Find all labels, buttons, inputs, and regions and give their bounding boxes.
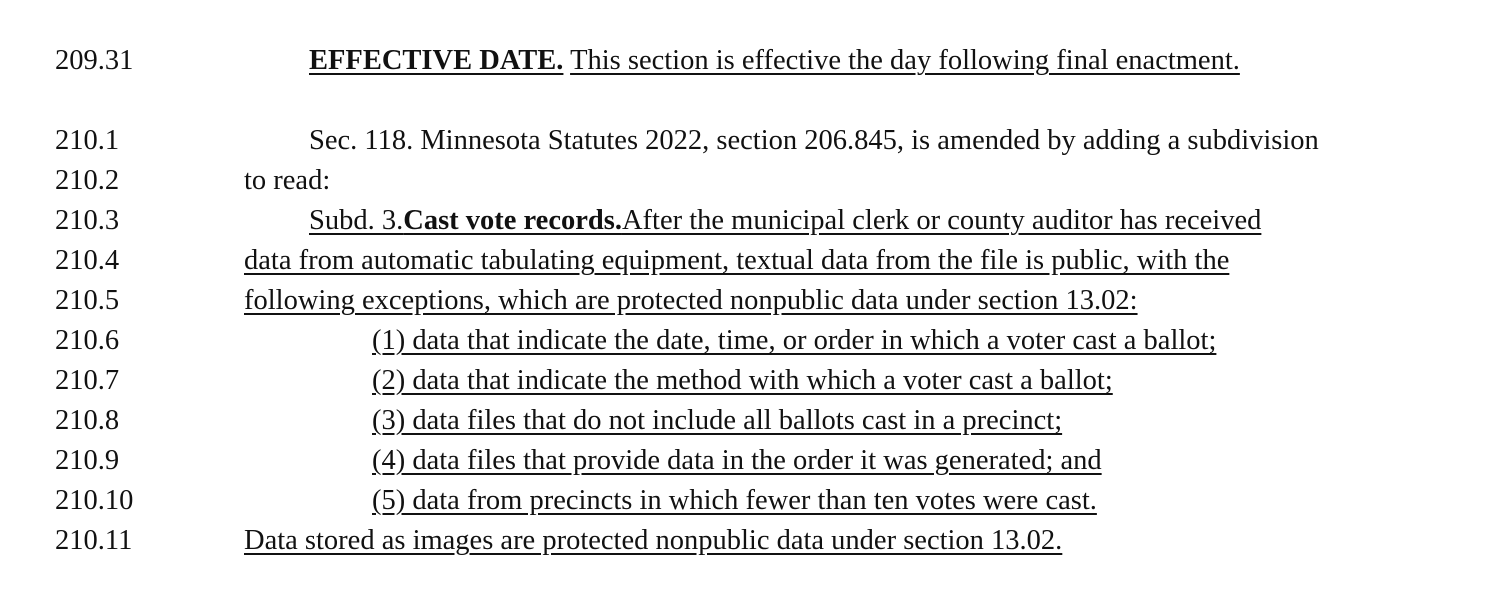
bill-line [0, 321, 1512, 361]
line-text [309, 201, 1261, 241]
line-number: 210.8 [55, 405, 120, 436]
bill-line [0, 241, 1512, 281]
line-number: 210.3 [55, 205, 120, 236]
line-number: 210.5 [55, 285, 120, 316]
bill-line [0, 401, 1512, 441]
bill-line [0, 521, 1512, 561]
section-heading: EFFECTIVE DATE. [309, 45, 564, 76]
list-clause: (3) data files that do not include all ballots cast in a precinct; [372, 405, 1063, 436]
line-number: 210.9 [55, 445, 120, 476]
line-number: 210.11 [55, 525, 133, 556]
list-clause: (2) data that indicate the method with which a voter cast a ballot; [372, 365, 1113, 396]
line-text: to read: [244, 165, 331, 196]
bill-line [0, 441, 1512, 481]
line-text: Sec. 118. Minnesota Statutes 2022, section 206.845, is amended by adding a subdivision [309, 125, 1319, 156]
line-text: following exceptions, which are protected nonpublic data under section 13.02: [244, 285, 1138, 316]
line-text: data from automatic tabulating equipment, textual data from the file is public, with the [244, 245, 1230, 276]
bill-line [0, 361, 1512, 401]
line-number: 210.2 [55, 165, 120, 196]
line-number: 209.31 [55, 45, 134, 76]
inserted-text: After the municipal clerk or county auditor has received [621, 205, 1262, 236]
line-number: 210.7 [55, 365, 120, 396]
bill-line [0, 201, 1512, 241]
bill-line [0, 481, 1512, 521]
subdivision-number: Subd. 3. [309, 205, 404, 236]
line-number: 210.6 [55, 325, 120, 356]
bill-line [0, 41, 1512, 81]
list-clause: (4) data files that provide data in the order it was generated; and [372, 445, 1102, 476]
bill-line [0, 281, 1512, 321]
line-text: Data stored as images are protected nonpublic data under section 13.02. [244, 525, 1063, 556]
bill-line [0, 161, 1512, 201]
list-clause: (1) data that indicate the date, time, or order in which a voter cast a ballot; [372, 325, 1217, 356]
subdivision-heading: Cast vote records. [403, 205, 622, 236]
inserted-text: This section is effective the day following final enactment. [570, 45, 1240, 76]
line-text [309, 41, 1240, 81]
line-number: 210.1 [55, 125, 120, 156]
bill-line [0, 121, 1512, 161]
line-number: 210.10 [55, 485, 134, 516]
line-number: 210.4 [55, 245, 120, 276]
list-clause: (5) data from precincts in which fewer than ten votes were cast. [372, 485, 1097, 516]
